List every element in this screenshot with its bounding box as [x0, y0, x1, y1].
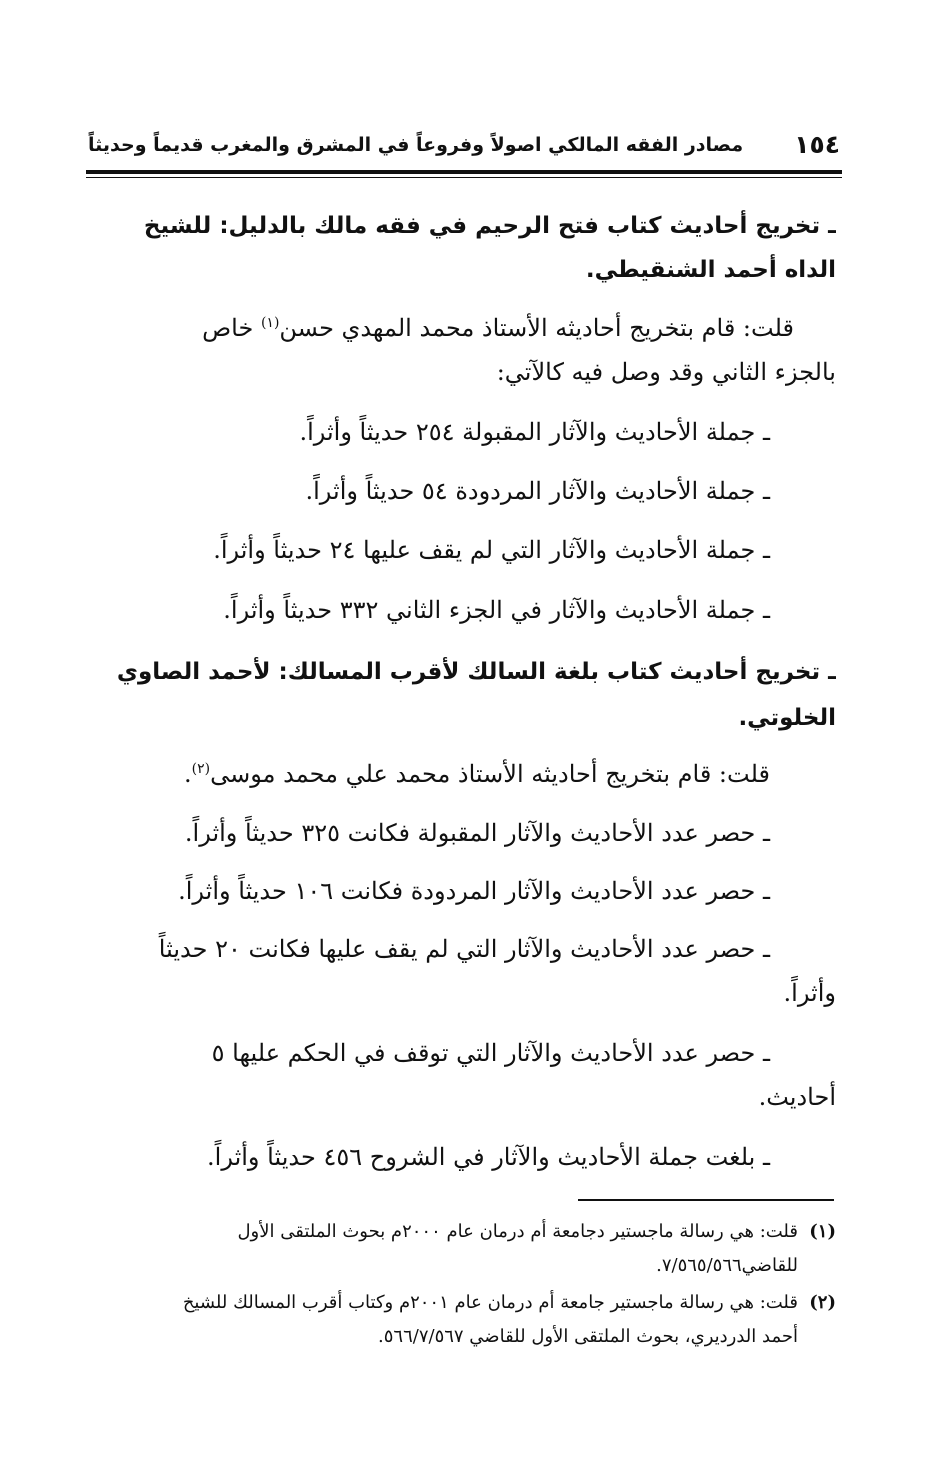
list-item: ـ جملة الأحاديث والآثار التي لم يقف عليها ٢٤ حديثاً وأثراً.: [213, 536, 770, 564]
list-item: ـ جملة الأحاديث والآثار المردودة ٥٤ حديثاً وأثراً.: [305, 477, 770, 505]
list-item: ـ حصر عدد الأحاديث والآثار المردودة فكانت ١٠٦ حديثاً وأثراً.: [178, 877, 770, 905]
section-heading-2: ـ تخريج أحاديث كتاب بلغة السالك لأقرب المسالك: لأحمد الصاوي: [116, 659, 836, 685]
section-heading-1-cont: الداه أحمد الشنقيطي.: [585, 257, 836, 283]
page-header: [88, 130, 840, 162]
running-title: مصادر الفقه المالكي اصولاً وفروعاً في المشرق والمغرب قديماً وحديثاً: [88, 134, 744, 156]
list-item: ـ جملة الأحاديث والآثار المقبولة ٢٥٤ حديثاً وأثراً.: [299, 418, 770, 446]
paragraph-1-line-2: بالجزء الثاني وقد وصل فيه كالآتي:: [496, 358, 836, 386]
section-heading-2-cont: الخلوتي.: [738, 705, 836, 731]
footnote-1-cont: للقاضي٧/٥٦٥/٥٦٦.: [656, 1255, 798, 1276]
list-item-cont: وأثراً.: [783, 979, 836, 1007]
list-item: ـ حصر عدد الأحاديث والآثار التي توقف في الحكم عليها ٥: [211, 1039, 770, 1067]
list-item: ـ جملة الأحاديث والآثار في الجزء الثاني ٣٣٢ حديثاً وأثراً.: [223, 596, 770, 624]
paragraph-2-line-1: قلت: قام بتخريج أحاديثه الأستاذ محمد علي محمد موسى$^{(٢)}$.: [184, 760, 770, 788]
footnote-2-cont: أحمد الدرديري، بحوث الملتقى الأول للقاضي ٥٦٦/٧/٥٦٧.: [378, 1326, 798, 1347]
footnote-number: (٢): [809, 1292, 836, 1313]
header-rule-thin: [86, 177, 842, 178]
list-item: ـ بلغت جملة الأحاديث والآثار في الشروح ٤٥٦ حديثاً وأثراً.: [207, 1143, 770, 1171]
footnote-number: (١): [809, 1221, 836, 1242]
paragraph-1-line-1: قلت: قام بتخريج أحاديثه الأستاذ محمد المهدي حسن$^{(١)}$ خاص: [202, 314, 794, 342]
footnote-2: (٢)قلت: هي رسالة ماجستير جامعة أم درمان عام ٢٠٠١م وكتاب أقرب المسالك للشيخ: [84, 1286, 836, 1320]
list-item-cont: أحاديث.: [758, 1083, 836, 1111]
list-item: ـ حصر عدد الأحاديث والآثار التي لم يقف عليها فكانت ٢٠ حديثاً: [158, 935, 770, 963]
footnote-1: (١)قلت: هي رسالة ماجستير دجامعة أم درمان عام ٢٠٠٠م بحوث الملتقى الأول: [84, 1215, 836, 1249]
page-number: ١٥٤: [794, 130, 840, 159]
list-item: ـ حصر عدد الأحاديث والآثار المقبولة فكانت ٣٢٥ حديثاً وأثراً.: [184, 819, 770, 847]
footnote-ref-1[interactable]: (١): [260, 315, 280, 331]
footnote-ref-2[interactable]: (٢): [191, 761, 211, 777]
section-heading-1: ـ تخريج أحاديث كتاب فتح الرحيم في فقه مالك بالدليل: للشيخ: [143, 213, 836, 239]
footnote-separator: [578, 1199, 834, 1201]
header-rule-thick: [86, 170, 842, 174]
